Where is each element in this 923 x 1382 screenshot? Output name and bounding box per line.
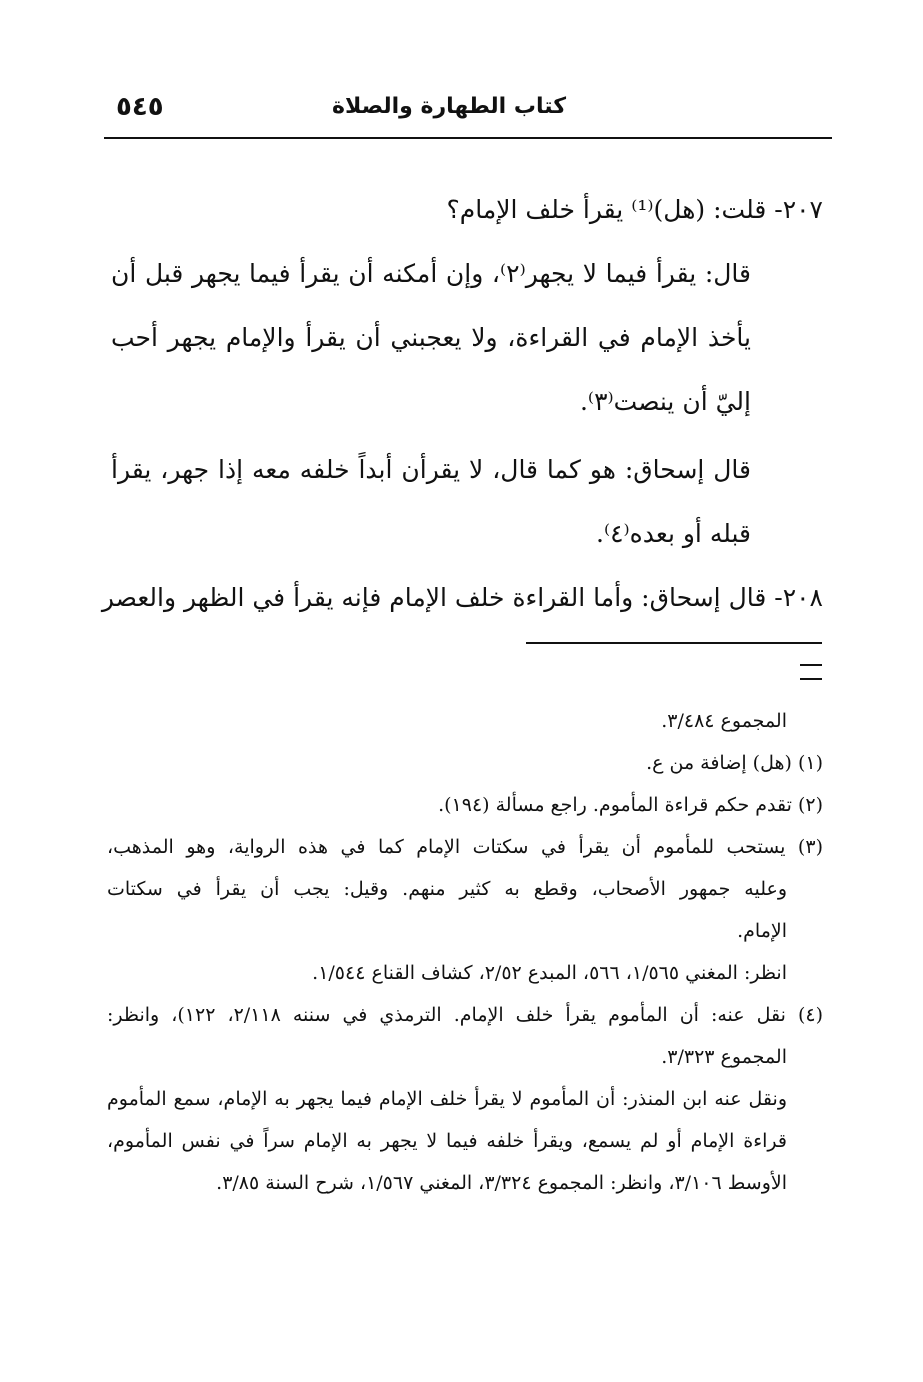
footnote-4-line-1: (٤) نقل عنه: أن المأموم يقرأ خلف الإمام. الترمذي في سننه ٢/١١٨، ١٢٢)، وانظر: [107, 1004, 824, 1026]
footnote-3-line-2: وعليه جمهور الأصحاب، وقطع به كثير منهم. وقيل: يجب أن يقرأ في سكتات [107, 878, 787, 900]
page-number: ٥٤٥ [116, 92, 164, 122]
continuation-mark [800, 664, 822, 680]
header-rule [104, 137, 832, 139]
question-208: ٢٠٨- قال إسحاق: وأما القراءة خلف الإمام فإنه يقرأ في الظهر والعصر [101, 583, 823, 612]
answer-line-1: قال: يقرأ فيما لا يجهر⁽٢⁾، وإن أمكنه أن يقرأ فيما يجهر قبل أن [111, 259, 751, 288]
ishaq-line-1: قال إسحاق: هو كما قال، لا يقرأن أبداً خلفه معه إذا جهر، يقرأ [111, 455, 751, 484]
footnote-rule [526, 642, 822, 644]
ishaq-line-2: قبله أو بعده⁽٤⁾. [596, 519, 751, 548]
footnote-4-line-2: المجموع ٣/٣٢٣. [661, 1046, 787, 1068]
footnote-3-line-3: الإمام. [737, 920, 787, 942]
answer-line-3: إليّ أن ينصت⁽٣⁾. [579, 387, 751, 416]
footnote-3-line-1: (٣) يستحب للمأموم أن يقرأ في سكتات الإمام كما في هذه الرواية، وهو المذهب، [107, 836, 823, 858]
footnote-2: (٢) تقدم حكم قراءة المأموم. راجع مسألة (١٩٤). [438, 794, 823, 816]
footnote-4-line-4: قراءة الإمام أو لم يسمع، ويقرأ خلفه فيما لا يجهر به الإمام سراً في نفس المأموم، [107, 1130, 787, 1152]
footnote-1: (١) (هل) إضافة من ع. [646, 752, 823, 774]
footnote-3-line-4: انظر: المغني ١/٥٦٥، ٥٦٦، المبدع ٢/٥٢، كشاف القناع ١/٥٤٤. [312, 962, 787, 984]
footnote-continuation: المجموع ٣/٤٨٤. [661, 710, 787, 732]
question-207: ٢٠٧- قلت: (هل)⁽¹⁾ يقرأ خلف الإمام؟ [446, 195, 823, 224]
running-header [110, 92, 822, 132]
main-text [101, 178, 823, 630]
footnotes [107, 700, 823, 1204]
book-title: كتاب الطهارة والصلاة [332, 94, 566, 119]
answer-line-2: يأخذ الإمام في القراءة، ولا يعجبني أن يقرأ والإمام يجهر أحب [111, 323, 751, 352]
footnote-4-line-5: الأوسط ٣/١٠٦، وانظر: المجموع ٣/٣٢٤، المغني ١/٥٦٧، شرح السنة ٣/٨٥. [216, 1172, 787, 1194]
footnote-4-line-3: ونقل عنه ابن المنذر: أن المأموم لا يقرأ خلف الإمام فيما يجهر به الإمام، سمع المأموم [107, 1088, 787, 1110]
